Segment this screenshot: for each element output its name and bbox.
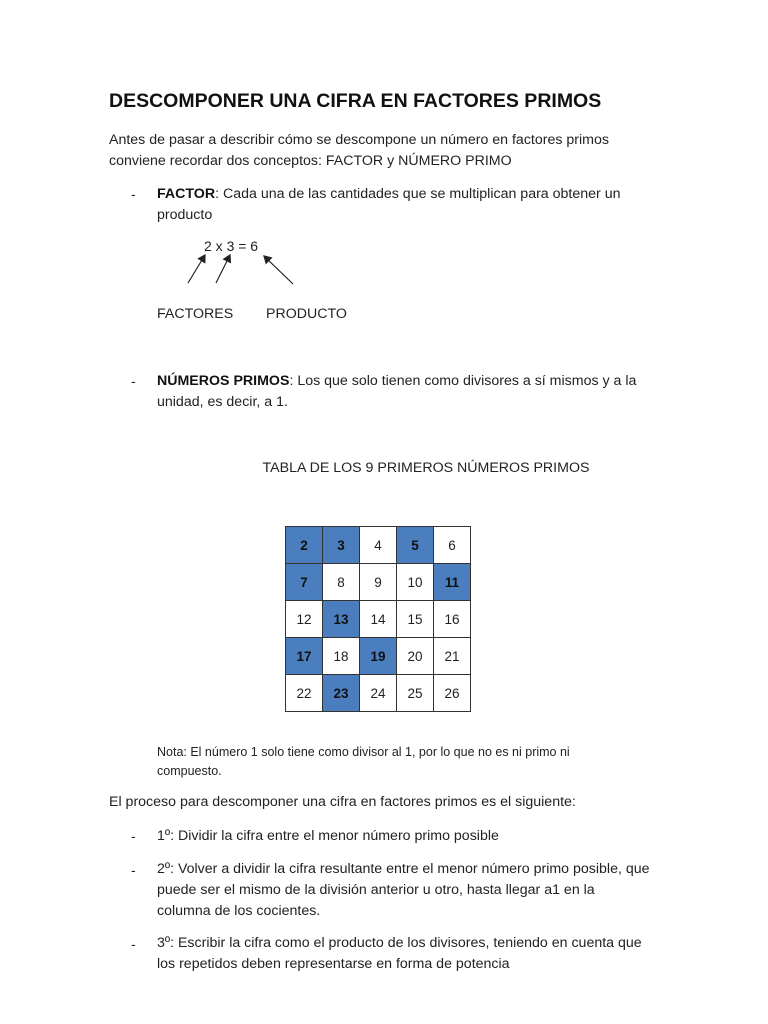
factor-arrows-diagram [180,248,310,288]
intro-line-1: Antes de pasar a describir cómo se descompone un número en factores primos [109,132,609,148]
bullet-dash-factor: - [131,186,136,202]
factor-def-line-1: : Cada una de las cantidades que se multiplican para obtener un [215,186,621,202]
prime-cell: 7 [286,564,323,601]
step-2 [157,859,717,922]
prime-cell: 11 [434,564,471,601]
table-row [286,675,471,712]
factor-equation: 2 x 3 = 6 [204,238,259,254]
number-cell: 12 [286,601,323,638]
bullet-dash-step-3: - [131,936,136,952]
intro-paragraph [109,130,709,172]
number-cell: 8 [323,564,360,601]
number-cell: 18 [323,638,360,675]
primos-term: NÚMEROS PRIMOS [157,373,290,389]
step-3 [157,933,717,975]
intro-line-2: conviene recordar dos conceptos: FACTOR y NÚMERO PRIMO [109,153,512,169]
factor-definition [157,184,717,226]
number-cell: 21 [434,638,471,675]
arrow-factor-3 [216,255,230,283]
primos-definition [157,371,717,413]
page-title: DESCOMPONER UNA CIFRA EN FACTORES PRIMOS [109,90,602,112]
arrow-factor-2 [188,255,205,283]
primes-table [285,526,471,712]
arrow-producto [264,256,293,284]
note-line-1: Nota: El número 1 solo tiene como divisor al 1, por lo que no es ni primo ni [157,745,570,759]
step-1-line-1: 1º: Dividir la cifra entre el menor número primo posible [157,828,499,844]
process-intro: El proceso para descomponer una cifra en factores primos es el siguiente: [109,794,576,810]
step-3-line-1: 3º: Escribir la cifra como el producto de los divisores, teniendo en cuenta que [157,935,642,951]
number-cell: 10 [397,564,434,601]
table-row [286,638,471,675]
prime-cell: 3 [323,527,360,564]
note [157,743,637,781]
prime-cell: 13 [323,601,360,638]
bullet-dash-step-2: - [131,862,136,878]
factor-term: FACTOR [157,186,216,202]
prime-cell: 23 [323,675,360,712]
number-cell: 14 [360,601,397,638]
label-producto: PRODUCTO [266,306,347,322]
number-cell: 16 [434,601,471,638]
step-2-line-2: puede ser el mismo de la división anterior u otro, hasta llegar a1 en la [157,882,595,898]
number-cell: 20 [397,638,434,675]
prime-cell: 17 [286,638,323,675]
number-cell: 26 [434,675,471,712]
bullet-dash-step-1: - [131,828,136,844]
table-row [286,601,471,638]
prime-cell: 19 [360,638,397,675]
step-2-line-1: 2º: Volver a dividir la cifra resultante entre el menor número primo posible, que [157,861,650,877]
number-cell: 24 [360,675,397,712]
step-1 [157,826,717,847]
number-cell: 15 [397,601,434,638]
bullet-dash-primos: - [131,373,136,389]
primos-def-line-2: unidad, es decir, a 1. [157,394,288,410]
number-cell: 4 [360,527,397,564]
step-2-line-3: columna de los cocientes. [157,903,321,919]
step-3-line-2: los repetidos deben representarse en forma de potencia [157,956,510,972]
prime-cell: 5 [397,527,434,564]
note-line-2: compuesto. [157,764,222,778]
primos-def-line-1: : Los que solo tienen como divisores a sí mismos y a la [289,373,637,389]
label-factores: FACTORES [157,306,234,322]
table-row [286,527,471,564]
table-row [286,564,471,601]
prime-cell: 2 [286,527,323,564]
number-cell: 6 [434,527,471,564]
number-cell: 9 [360,564,397,601]
number-cell: 22 [286,675,323,712]
number-cell: 25 [397,675,434,712]
table-title: TABLA DE LOS 9 PRIMEROS NÚMEROS PRIMOS [262,460,590,476]
factor-def-line-2: producto [157,207,213,223]
